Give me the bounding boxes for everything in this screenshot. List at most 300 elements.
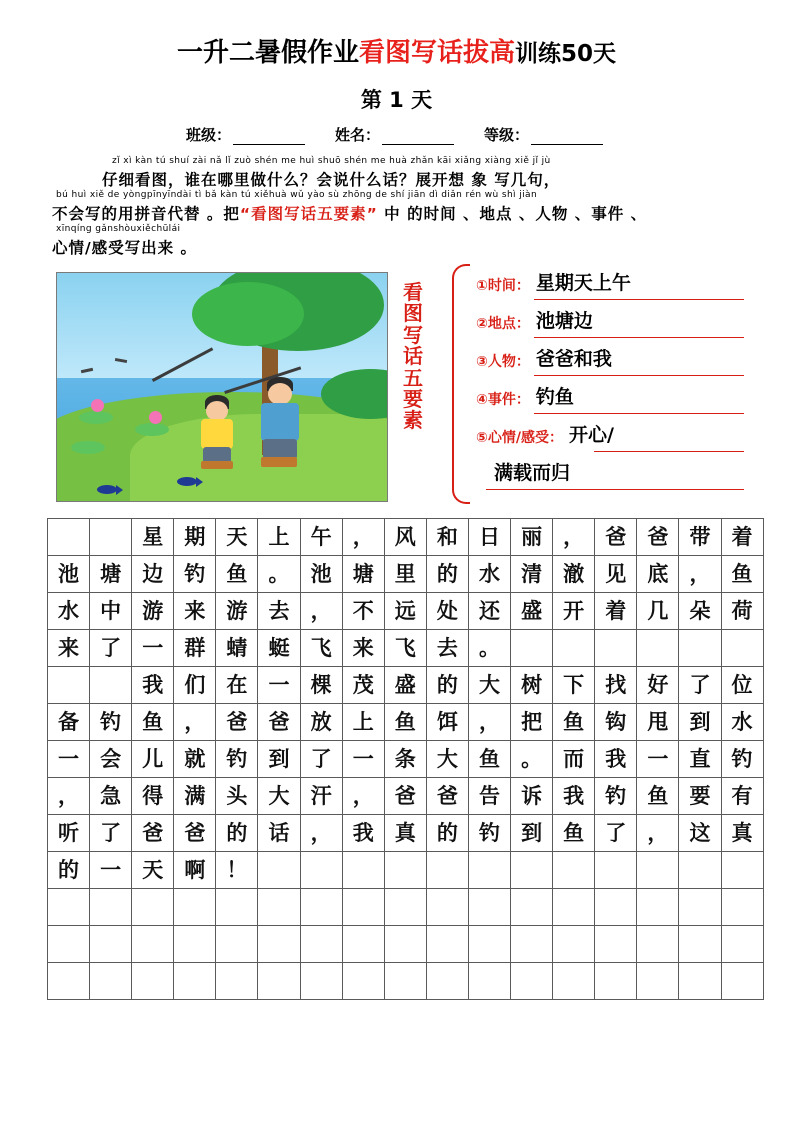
grid-cell[interactable]: 边 (132, 556, 174, 593)
grid-cell[interactable]: 午 (301, 519, 343, 556)
five-elements-panel (452, 264, 748, 500)
five-element-mood-label: ⑤心情/感受： (476, 430, 563, 446)
grid-cell[interactable]: 话 (258, 815, 300, 852)
grid-cell[interactable]: 急 (90, 778, 132, 815)
instruction-row-1 (52, 156, 752, 190)
grid-cell[interactable]: 朵 (679, 593, 721, 630)
grid-cell[interactable]: 会 (90, 741, 132, 778)
grid-cell[interactable]: 了 (90, 630, 132, 667)
grid-cell[interactable] (343, 889, 385, 926)
grid-cell[interactable]: 蜓 (258, 630, 300, 667)
grid-cell[interactable] (637, 889, 679, 926)
grid-cell[interactable] (595, 963, 637, 1000)
grid-row (48, 815, 764, 852)
grid-cell[interactable] (90, 667, 132, 704)
five-element-event-answer[interactable]: 钓鱼 (535, 386, 574, 408)
grid-row (48, 741, 764, 778)
grid-cell[interactable]: 爸 (174, 815, 216, 852)
grid-cell[interactable]: 鱼 (469, 741, 511, 778)
vlabel-char-5: 要 (403, 386, 423, 411)
grid-cell[interactable] (722, 630, 764, 667)
grid-cell[interactable]: 爸 (595, 519, 637, 556)
grid-cell[interactable]: 甩 (637, 704, 679, 741)
instruction-hanzi-2 (52, 202, 752, 224)
grid-cell[interactable]: 天 (216, 519, 258, 556)
grid-cell[interactable] (722, 889, 764, 926)
grid-cell[interactable]: 真 (722, 815, 764, 852)
grid-cell[interactable] (216, 926, 258, 963)
illustration-fishing-scene (56, 272, 388, 502)
grid-cell[interactable] (90, 889, 132, 926)
grid-cell[interactable] (679, 630, 721, 667)
grid-cell[interactable]: 棵 (301, 667, 343, 704)
grid-cell[interactable]: 上 (258, 519, 300, 556)
grid-cell[interactable]: 一 (343, 741, 385, 778)
grid-cell[interactable] (174, 926, 216, 963)
grid-cell[interactable] (637, 926, 679, 963)
grid-cell[interactable] (301, 963, 343, 1000)
grid-cell[interactable]: 钓 (216, 741, 258, 778)
grid-cell[interactable] (90, 519, 132, 556)
five-element-mood-answer[interactable]: 开心/ (568, 424, 614, 446)
lotus-flower (91, 399, 104, 412)
five-element-time (476, 268, 744, 304)
grid-cell[interactable]: 爸 (637, 519, 679, 556)
grid-cell[interactable]: 飞 (301, 630, 343, 667)
man-stool (261, 457, 297, 467)
grid-cell[interactable]: 要 (679, 778, 721, 815)
grid-cell[interactable]: 天 (132, 852, 174, 889)
instruction-row-3 (52, 224, 752, 258)
grid-cell[interactable]: 开 (553, 593, 595, 630)
grid-cell[interactable]: 放 (301, 704, 343, 741)
grid-cell[interactable]: 水 (48, 593, 90, 630)
grid-cell[interactable]: 飞 (385, 630, 427, 667)
grid-cell[interactable]: 条 (385, 741, 427, 778)
grid-cell[interactable]: 来 (174, 593, 216, 630)
grid-cell[interactable] (595, 630, 637, 667)
grid-cell[interactable] (216, 963, 258, 1000)
grid-cell[interactable] (343, 963, 385, 1000)
grid-cell[interactable]: 告 (469, 778, 511, 815)
grid-cell[interactable]: 了 (679, 667, 721, 704)
lily-pad (71, 441, 105, 454)
grid-cell[interactable]: 一 (637, 741, 679, 778)
grid-cell[interactable] (301, 926, 343, 963)
vlabel-char-4: 五 (403, 365, 423, 390)
grid-cell[interactable]: ， (469, 704, 511, 741)
grid-cell[interactable]: 来 (48, 630, 90, 667)
grid-cell[interactable] (722, 926, 764, 963)
grid-cell[interactable]: 清 (511, 556, 553, 593)
tree-foliage-secondary (192, 282, 304, 346)
grid-cell[interactable]: 和 (427, 519, 469, 556)
grid-cell[interactable]: 得 (132, 778, 174, 815)
grid-cell[interactable]: 期 (174, 519, 216, 556)
grid-cell[interactable]: ， (343, 519, 385, 556)
grid-cell[interactable] (174, 963, 216, 1000)
grid-cell[interactable] (511, 926, 553, 963)
grid-row (48, 852, 764, 889)
student-info-line (0, 124, 793, 145)
grid-cell[interactable]: 池 (301, 556, 343, 593)
grid-cell[interactable]: 的 (48, 852, 90, 889)
vlabel-char-1: 图 (403, 301, 423, 326)
five-element-place (476, 306, 744, 342)
grid-cell[interactable]: 诉 (511, 778, 553, 815)
grid-cell[interactable]: 鱼 (553, 815, 595, 852)
grid-cell[interactable] (427, 889, 469, 926)
vlabel-char-3: 话 (403, 344, 423, 369)
grid-cell[interactable]: 大 (469, 667, 511, 704)
five-element-mood-cont (476, 458, 744, 494)
grid-cell[interactable] (216, 889, 258, 926)
grid-cell[interactable] (469, 963, 511, 1000)
grid-cell[interactable]: 塘 (343, 556, 385, 593)
grid-cell[interactable]: 。 (258, 556, 300, 593)
grid-cell[interactable] (553, 963, 595, 1000)
title-part1: 一升二暑假作业 (176, 38, 359, 68)
grid-cell[interactable]: 钓 (174, 556, 216, 593)
instruction-hanzi-3: 心情/感受写出来 。 (52, 239, 198, 257)
grid-cell[interactable]: 荷 (722, 593, 764, 630)
grid-cell[interactable]: 着 (595, 593, 637, 630)
grid-cell[interactable]: 下 (553, 667, 595, 704)
five-element-event-label: ④事件： (476, 392, 530, 408)
grid-cell[interactable] (469, 889, 511, 926)
grid-cell[interactable]: 爸 (258, 704, 300, 741)
grid-cell[interactable]: 钓 (722, 741, 764, 778)
lotus-flower (149, 411, 162, 424)
grid-cell[interactable]: 了 (90, 815, 132, 852)
grid-cell[interactable]: 群 (174, 630, 216, 667)
vlabel-char-2: 写 (403, 322, 423, 347)
grid-cell[interactable] (385, 963, 427, 1000)
vertical-label-five-elements (398, 282, 428, 432)
grid-cell[interactable] (469, 852, 511, 889)
grid-cell[interactable]: 不 (343, 593, 385, 630)
grid-cell[interactable] (553, 630, 595, 667)
grid-cell[interactable] (679, 852, 721, 889)
grid-cell[interactable] (343, 852, 385, 889)
grid-cell[interactable]: 带 (679, 519, 721, 556)
grid-row (48, 519, 764, 556)
grid-cell[interactable]: 我 (595, 741, 637, 778)
grid-cell[interactable]: 真 (385, 815, 427, 852)
grid-row (48, 778, 764, 815)
grid-cell[interactable] (48, 926, 90, 963)
grid-cell[interactable]: 钓 (469, 815, 511, 852)
grid-cell[interactable]: 有 (722, 778, 764, 815)
grid-cell[interactable] (90, 963, 132, 1000)
grid-cell[interactable]: 一 (90, 852, 132, 889)
five-element-time-answer[interactable]: 星期天上午 (535, 272, 631, 294)
fish (97, 485, 117, 494)
grid-cell[interactable] (722, 963, 764, 1000)
grid-cell[interactable]: 到 (511, 815, 553, 852)
grid-cell[interactable] (90, 926, 132, 963)
grid-cell[interactable]: 日 (469, 519, 511, 556)
grid-cell[interactable]: 的 (216, 815, 258, 852)
grid-cell[interactable]: 到 (258, 741, 300, 778)
grid-cell[interactable]: 去 (427, 630, 469, 667)
grid-cell[interactable]: 游 (216, 593, 258, 630)
grid-cell[interactable]: ， (174, 704, 216, 741)
grid-cell[interactable]: 还 (469, 593, 511, 630)
grid-cell[interactable]: 风 (385, 519, 427, 556)
grid-cell[interactable]: 直 (679, 741, 721, 778)
grid-cell[interactable]: 上 (343, 704, 385, 741)
lily-pad (79, 411, 113, 424)
five-element-mood (476, 420, 744, 456)
grid-cell[interactable]: 几 (637, 593, 679, 630)
grid-row (48, 630, 764, 667)
grid-cell[interactable]: 星 (132, 519, 174, 556)
grid-cell[interactable]: 我 (343, 815, 385, 852)
grid-cell[interactable]: 了 (595, 815, 637, 852)
grid-cell[interactable] (385, 889, 427, 926)
grid-cell[interactable] (595, 926, 637, 963)
grid-cell[interactable] (637, 630, 679, 667)
grid-cell[interactable]: 鱼 (553, 704, 595, 741)
man-figure (255, 377, 309, 471)
grid-cell[interactable]: 位 (722, 667, 764, 704)
grid-cell[interactable]: 头 (216, 778, 258, 815)
five-element-mood-answer-cont[interactable]: 满载而归 (494, 462, 571, 484)
title-part2: 看图写话拔高 (358, 38, 515, 68)
grid-cell[interactable]: 汗 (301, 778, 343, 815)
grid-cell[interactable]: 去 (258, 593, 300, 630)
instruction-pinyin-2: bú huì xiě de yòngpīnyīndài tì bǎ kàn tú xiěhuà wǔ yào sù zhōng de shí jiān dì diǎn rén wù shì jiàn (56, 190, 538, 200)
grid-cell[interactable] (427, 852, 469, 889)
grid-cell[interactable]: 底 (637, 556, 679, 593)
grid-cell[interactable]: 爸 (132, 815, 174, 852)
grid-cell[interactable]: 水 (722, 704, 764, 741)
grid-cell[interactable] (553, 926, 595, 963)
grid-cell[interactable]: 处 (427, 593, 469, 630)
grid-cell[interactable] (385, 926, 427, 963)
boy-head (206, 401, 228, 421)
grid-cell[interactable]: 游 (132, 593, 174, 630)
grid-cell[interactable]: ， (301, 593, 343, 630)
grid-cell[interactable] (511, 963, 553, 1000)
grid-cell[interactable]: 。 (511, 741, 553, 778)
grid-cell[interactable] (48, 963, 90, 1000)
grid-cell[interactable]: ， (637, 815, 679, 852)
grid-cell[interactable] (385, 852, 427, 889)
grid-row (48, 556, 764, 593)
level-blank[interactable] (531, 129, 603, 145)
five-element-event (476, 382, 744, 418)
grid-cell[interactable] (679, 926, 721, 963)
five-element-place-answer[interactable]: 池塘边 (535, 310, 593, 332)
grid-row (48, 667, 764, 704)
grid-cell[interactable]: 大 (427, 741, 469, 778)
grid-cell[interactable]: 听 (48, 815, 90, 852)
grid-cell[interactable] (595, 889, 637, 926)
man-legs (263, 439, 297, 459)
fish (177, 477, 197, 486)
grid-cell[interactable] (553, 852, 595, 889)
five-element-people-underline (534, 375, 744, 376)
grid-cell[interactable]: 鱼 (637, 778, 679, 815)
grid-cell[interactable]: 鱼 (216, 556, 258, 593)
grid-cell[interactable]: 中 (90, 593, 132, 630)
grid-cell[interactable]: 鱼 (385, 704, 427, 741)
grid-cell[interactable] (258, 926, 300, 963)
class-label: 班级： (185, 126, 231, 144)
grid-cell[interactable] (511, 889, 553, 926)
name-blank[interactable] (382, 129, 454, 145)
grid-cell[interactable] (637, 852, 679, 889)
grid-cell[interactable]: ， (343, 778, 385, 815)
grid-cell[interactable]: 。 (469, 630, 511, 667)
grid-cell[interactable]: 我 (553, 778, 595, 815)
grid-cell[interactable]: 大 (258, 778, 300, 815)
grid-cell[interactable]: 了 (301, 741, 343, 778)
title-part3: 训练50天 (515, 41, 617, 67)
grid-cell[interactable]: 着 (722, 519, 764, 556)
grid-cell[interactable]: 好 (637, 667, 679, 704)
grid-cell[interactable] (722, 852, 764, 889)
instruction-hanzi-2-pre: 不会写的用拼音代替 。把 (52, 205, 240, 223)
boy-figure (195, 395, 241, 469)
grid-cell[interactable]: 的 (427, 556, 469, 593)
grid-cell[interactable]: 找 (595, 667, 637, 704)
grid-cell[interactable]: 钓 (595, 778, 637, 815)
grid-cell[interactable]: 蜻 (216, 630, 258, 667)
grid-cell[interactable]: 把 (511, 704, 553, 741)
grid-cell[interactable]: 这 (679, 815, 721, 852)
grid-cell[interactable]: ， (48, 778, 90, 815)
grid-cell[interactable]: ， (553, 519, 595, 556)
grid-cell[interactable] (132, 889, 174, 926)
grid-cell[interactable]: 一 (48, 741, 90, 778)
grid-row (48, 593, 764, 630)
grid-cell[interactable]: 爸 (385, 778, 427, 815)
grid-cell[interactable] (679, 889, 721, 926)
grid-cell[interactable]: ， (301, 815, 343, 852)
grid-cell[interactable]: 到 (679, 704, 721, 741)
grid-cell[interactable]: 塘 (90, 556, 132, 593)
instruction-hanzi-1: 仔细看图，谁在哪里做什么？会说什么话？展开想 象 写几句， (102, 171, 561, 189)
grid-cell[interactable]: 水 (469, 556, 511, 593)
five-element-place-underline (534, 337, 744, 338)
grid-cell[interactable] (301, 889, 343, 926)
grid-cell[interactable]: 爸 (427, 778, 469, 815)
grid-cell[interactable] (511, 852, 553, 889)
instruction-hanzi-2-post: 中 的时间 、地点 、人物 、事件 、 (377, 205, 648, 223)
grid-cell[interactable]: 爸 (216, 704, 258, 741)
instruction-pinyin-1: zǐ xì kàn tú shuí zài nǎ lǐ zuò shén me huì shuō shén me huà zhǎn kāi xiǎng xiàng xiě jǐ jù (112, 156, 551, 166)
grid-cell[interactable]: 盛 (511, 593, 553, 630)
five-element-people (476, 344, 744, 380)
grid-cell[interactable]: 见 (595, 556, 637, 593)
grid-cell[interactable]: 饵 (427, 704, 469, 741)
grid-cell[interactable]: 来 (343, 630, 385, 667)
grid-cell[interactable] (427, 926, 469, 963)
level-label: 等级： (484, 126, 530, 144)
five-element-people-answer[interactable]: 爸爸和我 (535, 348, 612, 370)
grid-cell[interactable] (511, 630, 553, 667)
grid-cell[interactable] (258, 852, 300, 889)
grid-cell[interactable]: 一 (132, 630, 174, 667)
grid-cell[interactable]: 鱼 (722, 556, 764, 593)
grid-cell[interactable] (553, 889, 595, 926)
grid-cell[interactable] (132, 926, 174, 963)
grid-row (48, 704, 764, 741)
grid-cell[interactable]: 在 (216, 667, 258, 704)
vlabel-char-6: 素 (403, 408, 423, 433)
red-brace (452, 264, 470, 504)
lily-pad (135, 423, 169, 436)
grid-cell[interactable] (469, 926, 511, 963)
man-head (268, 383, 292, 405)
grid-cell[interactable] (48, 667, 90, 704)
grid-cell[interactable]: ， (679, 556, 721, 593)
grid-cell[interactable]: 树 (511, 667, 553, 704)
grid-cell[interactable]: 一 (258, 667, 300, 704)
grid-cell[interactable]: 钩 (595, 704, 637, 741)
grid-cell[interactable] (48, 889, 90, 926)
grid-cell[interactable]: 池 (48, 556, 90, 593)
grid-cell[interactable] (258, 889, 300, 926)
five-element-place-label: ②地点： (476, 316, 530, 332)
grid-cell[interactable]: 啊 (174, 852, 216, 889)
name-label: 姓名： (334, 126, 380, 144)
grid-cell[interactable] (427, 963, 469, 1000)
grid-cell[interactable]: 鱼 (132, 704, 174, 741)
grid-cell[interactable]: 满 (174, 778, 216, 815)
grid-cell[interactable] (132, 963, 174, 1000)
grid-cell[interactable]: 远 (385, 593, 427, 630)
grid-cell[interactable] (637, 963, 679, 1000)
grid-cell[interactable]: 茂 (343, 667, 385, 704)
grid-cell[interactable] (174, 889, 216, 926)
grid-cell[interactable]: 儿 (132, 741, 174, 778)
grid-cell[interactable]: 里 (385, 556, 427, 593)
grid-cell[interactable] (595, 852, 637, 889)
five-element-time-label: ①时间： (476, 278, 530, 294)
grid-cell[interactable]: 澈 (553, 556, 595, 593)
grid-cell[interactable]: 的 (427, 815, 469, 852)
grid-cell[interactable]: 我 (132, 667, 174, 704)
grid-cell[interactable]: 的 (427, 667, 469, 704)
class-blank[interactable] (233, 129, 305, 145)
grid-cell[interactable] (679, 963, 721, 1000)
grid-cell[interactable]: 就 (174, 741, 216, 778)
grid-row (48, 963, 764, 1000)
grid-cell[interactable]: 备 (48, 704, 90, 741)
instruction-row-2 (52, 190, 752, 224)
man-shirt (261, 403, 299, 441)
vlabel-char-0: 看 (403, 280, 423, 304)
grid-cell[interactable]: 钓 (90, 704, 132, 741)
grid-cell[interactable]: 丽 (511, 519, 553, 556)
five-element-time-underline (534, 299, 744, 300)
day-heading: 第 1 天 (360, 88, 433, 112)
grid-cell[interactable]: ！ (216, 852, 258, 889)
grid-cell[interactable] (343, 926, 385, 963)
grid-cell[interactable] (258, 963, 300, 1000)
grid-cell[interactable] (48, 519, 90, 556)
grid-cell[interactable]: 而 (553, 741, 595, 778)
grid-cell[interactable] (301, 852, 343, 889)
grid-cell[interactable]: 盛 (385, 667, 427, 704)
composition-grid[interactable] (47, 518, 764, 1000)
instruction-hanzi-2-red: “看图写话五要素” (239, 205, 378, 223)
grid-cell[interactable]: 们 (174, 667, 216, 704)
